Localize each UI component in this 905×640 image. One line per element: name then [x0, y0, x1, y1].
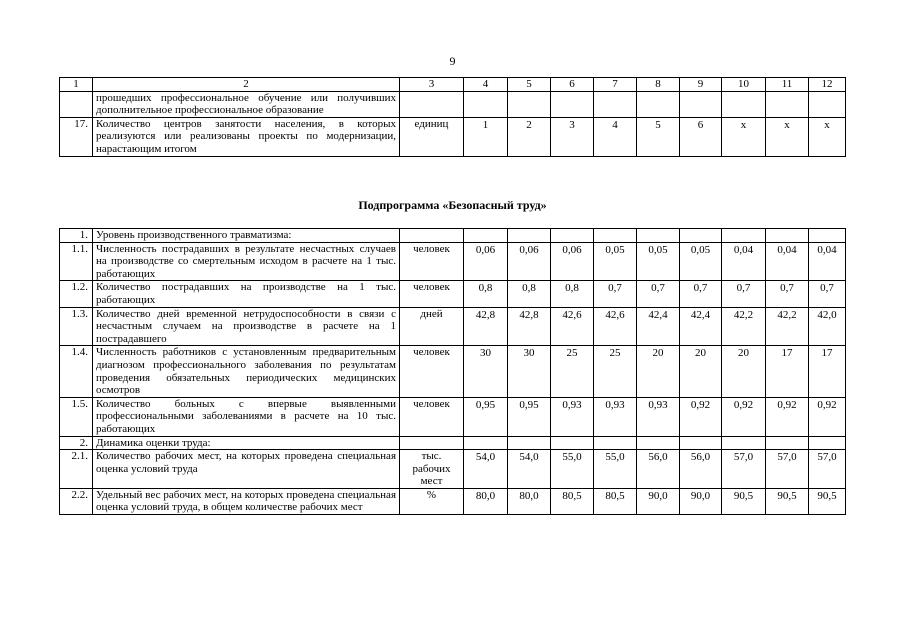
unit-cell: тыс. рабочих мест — [400, 450, 464, 489]
value-cell — [809, 436, 846, 450]
table-row — [60, 229, 846, 243]
value-cell — [508, 91, 551, 117]
value-cell — [722, 91, 766, 117]
value-cell: 0,8 — [551, 281, 594, 307]
value-cell: 0,92 — [680, 397, 722, 436]
value-cell: 0,92 — [809, 397, 846, 436]
table-row — [60, 450, 846, 489]
header-cell: 9 — [680, 78, 722, 92]
value-cell: 25 — [551, 346, 594, 397]
row-number: 1.4. — [60, 346, 93, 397]
value-cell: 0,95 — [508, 397, 551, 436]
row-number: 1.3. — [60, 307, 93, 346]
value-cell — [809, 229, 846, 243]
value-cell: 57,0 — [722, 450, 766, 489]
value-cell: 17 — [809, 346, 846, 397]
value-cell: 3 — [551, 117, 594, 156]
value-cell: 0,93 — [594, 397, 637, 436]
row-number: 2. — [60, 436, 93, 450]
value-cell: 0,04 — [722, 242, 766, 281]
value-cell: 42,6 — [594, 307, 637, 346]
value-cell: 5 — [637, 117, 680, 156]
value-cell: 0,06 — [551, 242, 594, 281]
value-cell: 0,92 — [722, 397, 766, 436]
value-cell — [809, 91, 846, 117]
row-number: 17. — [60, 117, 93, 156]
indicators-table-bottom — [59, 228, 846, 515]
unit-cell: человек — [400, 397, 464, 436]
row-number: 2.1. — [60, 450, 93, 489]
value-cell: 42,0 — [809, 307, 846, 346]
value-cell: 25 — [594, 346, 637, 397]
value-cell: 42,4 — [637, 307, 680, 346]
value-cell: 80,5 — [551, 488, 594, 514]
value-cell: 0,93 — [551, 397, 594, 436]
unit-cell: единиц — [400, 117, 464, 156]
value-cell — [766, 436, 809, 450]
value-cell: 90,5 — [809, 488, 846, 514]
value-cell: 6 — [680, 117, 722, 156]
row-number: 1.2. — [60, 281, 93, 307]
row-number: 1. — [60, 229, 93, 243]
header-cell: 2 — [93, 78, 400, 92]
value-cell: 80,5 — [594, 488, 637, 514]
indicator-name: Удельный вес рабочих мест, на которых проведена специальная оценка условий труда, в общем количестве рабочих мест — [93, 488, 400, 514]
value-cell: 42,6 — [551, 307, 594, 346]
value-cell — [551, 436, 594, 450]
value-cell: 0,7 — [637, 281, 680, 307]
header-cell: 8 — [637, 78, 680, 92]
unit-cell: человек — [400, 281, 464, 307]
value-cell: 0,7 — [594, 281, 637, 307]
page-number: 9 — [449, 54, 456, 68]
indicator-name: Количество дней временной нетрудоспособности в связи с несчастным случаем на производстве в расчете на 1 пострадавшего — [93, 307, 400, 346]
table-row — [60, 307, 846, 346]
value-cell: 0,8 — [508, 281, 551, 307]
value-cell: 0,05 — [680, 242, 722, 281]
header-cell: 10 — [722, 78, 766, 92]
unit-cell — [400, 229, 464, 243]
row-number: 1.1. — [60, 242, 93, 281]
header-cell: 4 — [464, 78, 508, 92]
section-title: Подпрограмма «Безопасный труд» — [358, 198, 547, 212]
unit-cell: человек — [400, 242, 464, 281]
value-cell: 42,8 — [508, 307, 551, 346]
row-number: 2.2. — [60, 488, 93, 514]
value-cell: 54,0 — [508, 450, 551, 489]
value-cell — [594, 229, 637, 243]
value-cell — [766, 229, 809, 243]
value-cell: 80,0 — [508, 488, 551, 514]
row-number — [60, 91, 93, 117]
indicators-table-top — [59, 77, 846, 157]
header-cell: 7 — [594, 78, 637, 92]
value-cell: 90,0 — [680, 488, 722, 514]
value-cell — [508, 436, 551, 450]
value-cell: 17 — [766, 346, 809, 397]
value-cell: 0,7 — [766, 281, 809, 307]
header-cell: 3 — [400, 78, 464, 92]
indicator-name: прошедших профессиональное обучение или получивших дополнительное профессиональное образование — [93, 91, 400, 117]
value-cell: 30 — [464, 346, 508, 397]
value-cell — [551, 229, 594, 243]
unit-cell: человек — [400, 346, 464, 397]
table-row — [60, 242, 846, 281]
value-cell: 54,0 — [464, 450, 508, 489]
value-cell: 0,04 — [809, 242, 846, 281]
value-cell: 90,5 — [766, 488, 809, 514]
value-cell — [464, 436, 508, 450]
table-row — [60, 117, 846, 156]
table-row — [60, 281, 846, 307]
value-cell: 1 — [464, 117, 508, 156]
value-cell — [551, 91, 594, 117]
value-cell: 42,2 — [766, 307, 809, 346]
value-cell: 30 — [508, 346, 551, 397]
value-cell — [766, 91, 809, 117]
header-row — [60, 78, 846, 92]
indicator-name: Динамика оценки труда: — [93, 436, 400, 450]
indicator-name: Количество рабочих мест, на которых проведена специальная оценка условий труда — [93, 450, 400, 489]
indicator-name: Количество больных с впервые выявленными профессиональными заболеваниями в расчете на 10 тыс. работающих — [93, 397, 400, 436]
value-cell: 42,8 — [464, 307, 508, 346]
value-cell: 57,0 — [809, 450, 846, 489]
value-cell: 90,0 — [637, 488, 680, 514]
value-cell — [722, 436, 766, 450]
unit-cell: % — [400, 488, 464, 514]
value-cell: 0,92 — [766, 397, 809, 436]
value-cell: 20 — [637, 346, 680, 397]
value-cell: 42,2 — [722, 307, 766, 346]
unit-cell — [400, 91, 464, 117]
value-cell — [637, 436, 680, 450]
value-cell — [464, 229, 508, 243]
value-cell — [680, 229, 722, 243]
indicator-name: Уровень производственного травматизма: — [93, 229, 400, 243]
header-cell: 5 — [508, 78, 551, 92]
header-cell: 1 — [60, 78, 93, 92]
table-row — [60, 346, 846, 397]
value-cell: х — [766, 117, 809, 156]
value-cell: 0,7 — [680, 281, 722, 307]
value-cell: 2 — [508, 117, 551, 156]
value-cell — [508, 229, 551, 243]
value-cell: х — [722, 117, 766, 156]
value-cell: 80,0 — [464, 488, 508, 514]
value-cell: 90,5 — [722, 488, 766, 514]
value-cell: 0,06 — [508, 242, 551, 281]
unit-cell — [400, 436, 464, 450]
value-cell — [594, 91, 637, 117]
value-cell — [637, 229, 680, 243]
value-cell: 0,05 — [594, 242, 637, 281]
value-cell: х — [809, 117, 846, 156]
value-cell: 55,0 — [551, 450, 594, 489]
value-cell: 0,93 — [637, 397, 680, 436]
value-cell — [680, 91, 722, 117]
value-cell — [594, 436, 637, 450]
value-cell: 56,0 — [680, 450, 722, 489]
value-cell: 56,0 — [637, 450, 680, 489]
value-cell: 20 — [680, 346, 722, 397]
indicator-name: Количество центров занятости населения, в которых реализуются или реализованы проекты по модернизации, нарастающим итогом — [93, 117, 400, 156]
value-cell: 42,4 — [680, 307, 722, 346]
value-cell — [464, 91, 508, 117]
value-cell: 0,7 — [809, 281, 846, 307]
indicator-name: Численность работников с установленным предварительным диагнозом профессионального заболевания по результатам проведения обязательных периодических медицинских осмотров — [93, 346, 400, 397]
table-row — [60, 488, 846, 514]
table-row — [60, 436, 846, 450]
header-cell: 12 — [809, 78, 846, 92]
table-row — [60, 397, 846, 436]
value-cell: 0,04 — [766, 242, 809, 281]
indicator-name: Численность пострадавших в результате несчастных случаев на производстве со смертельным исходом в расчете на 1 тыс. работающих — [93, 242, 400, 281]
header-cell: 11 — [766, 78, 809, 92]
value-cell: 4 — [594, 117, 637, 156]
table-row — [60, 91, 846, 117]
unit-cell: дней — [400, 307, 464, 346]
value-cell: 55,0 — [594, 450, 637, 489]
value-cell: 0,7 — [722, 281, 766, 307]
value-cell: 0,8 — [464, 281, 508, 307]
value-cell — [680, 436, 722, 450]
value-cell: 0,05 — [637, 242, 680, 281]
value-cell: 57,0 — [766, 450, 809, 489]
value-cell — [722, 229, 766, 243]
value-cell: 0,06 — [464, 242, 508, 281]
row-number: 1.5. — [60, 397, 93, 436]
value-cell: 0,95 — [464, 397, 508, 436]
header-cell: 6 — [551, 78, 594, 92]
value-cell — [637, 91, 680, 117]
indicator-name: Количество пострадавших на производстве на 1 тыс. работающих — [93, 281, 400, 307]
value-cell: 20 — [722, 346, 766, 397]
